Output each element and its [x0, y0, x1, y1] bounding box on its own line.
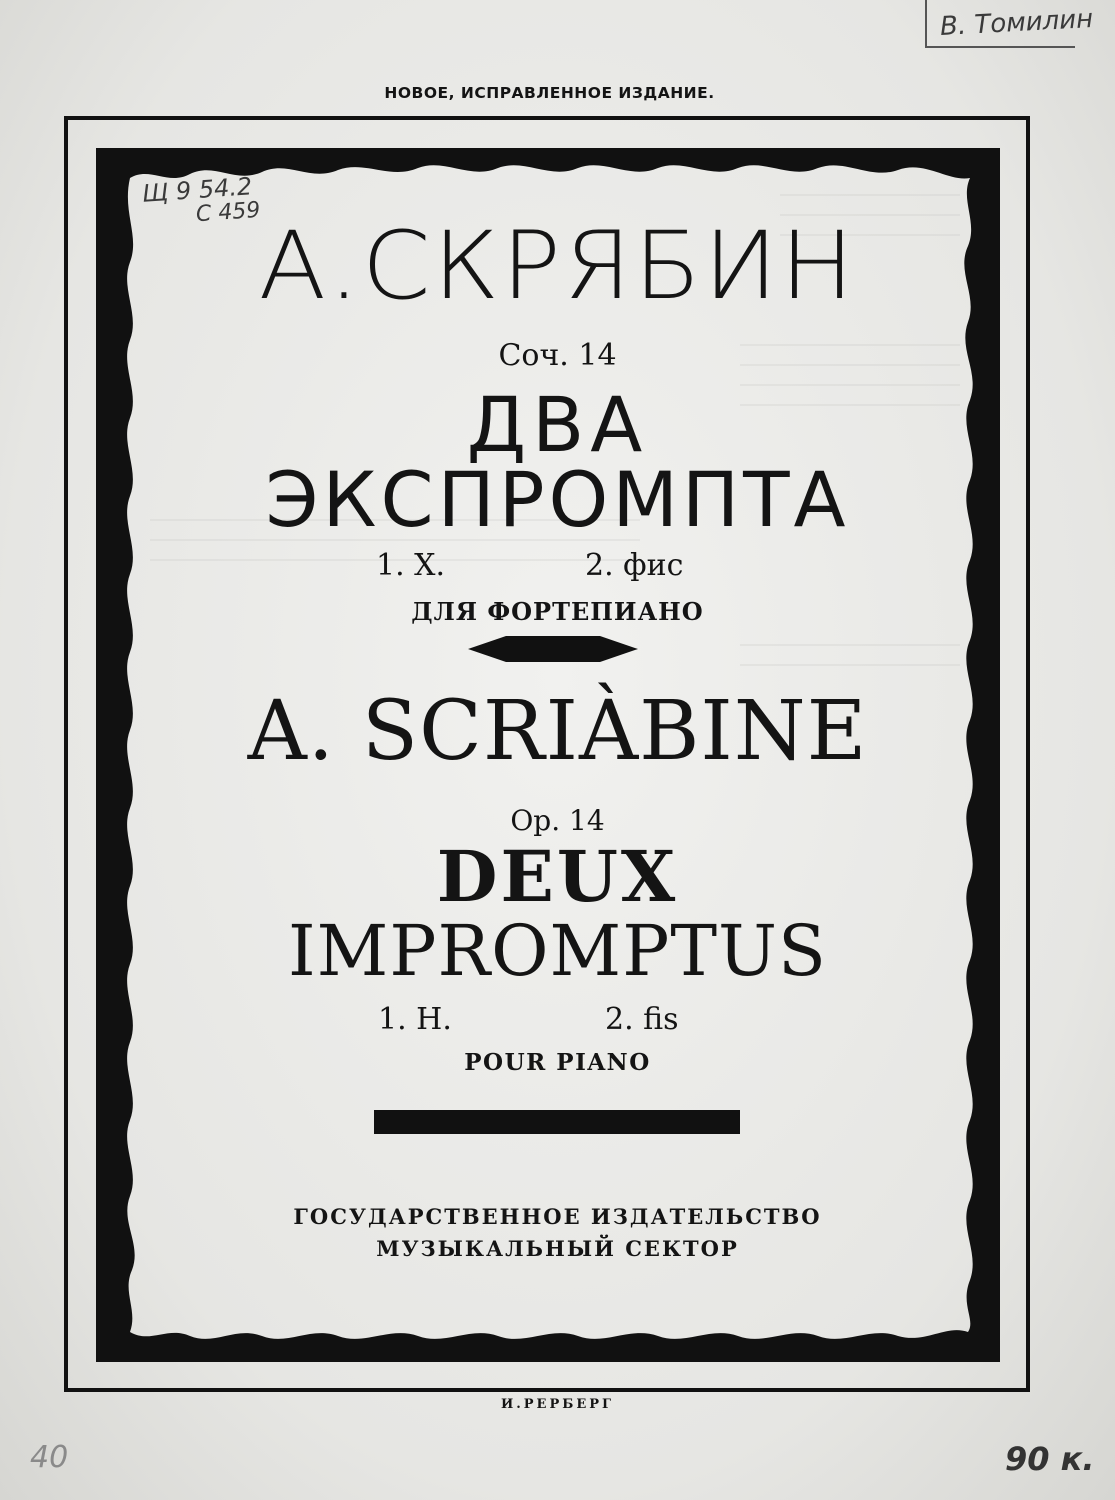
publisher-line1: ГОСУДАРСТВЕННОЕ ИЗДАТЕЛЬСТВО [293, 1204, 822, 1229]
composer-name-fr: A. SCRIÀBINE [247, 684, 868, 779]
title-fr-line1: DEUX [436, 835, 679, 918]
shelf-mark-bottom: С 459 [195, 197, 262, 228]
edition-note: НОВОЕ, ИСПРАВЛЕННОЕ ИЗДАНИЕ. [384, 84, 715, 102]
shelf-mark-top: Щ 9 54.2 [141, 172, 254, 208]
title-ru-line1: ДВА [466, 380, 649, 469]
opus-fr: Op. 14 [510, 804, 605, 837]
piece-2-fr: 2. fis [605, 1002, 679, 1037]
title-fr-line2: IMPROMPTUS [288, 910, 827, 992]
piece-2-ru: 2. фис [585, 548, 684, 583]
opus-ru: Соч. 14 [498, 338, 617, 373]
bar-divider [374, 1110, 740, 1134]
artist-signature: И.РЕРБЕРГ [500, 1397, 615, 1412]
diamond-divider [468, 636, 638, 662]
composer-name-ru: А.СКРЯБИН [258, 212, 857, 321]
title-ru-line2: ЭКСПРОМПТА [265, 455, 850, 544]
instrument-ru: ДЛЯ ФОРТЕПИАНО [411, 597, 704, 626]
piece-1-ru: 1. Х. [376, 548, 446, 583]
handwritten-name: В. Томилин [939, 4, 1094, 42]
publisher-line2: МУЗЫКАЛЬНЫЙ СЕКТОР [376, 1236, 739, 1261]
instrument-fr: POUR PIANO [464, 1049, 651, 1076]
handwritten-number: 40 [30, 1440, 69, 1475]
piece-1-fr: 1. H. [378, 1002, 452, 1037]
handwritten-price: 90 к. [1005, 1440, 1095, 1478]
